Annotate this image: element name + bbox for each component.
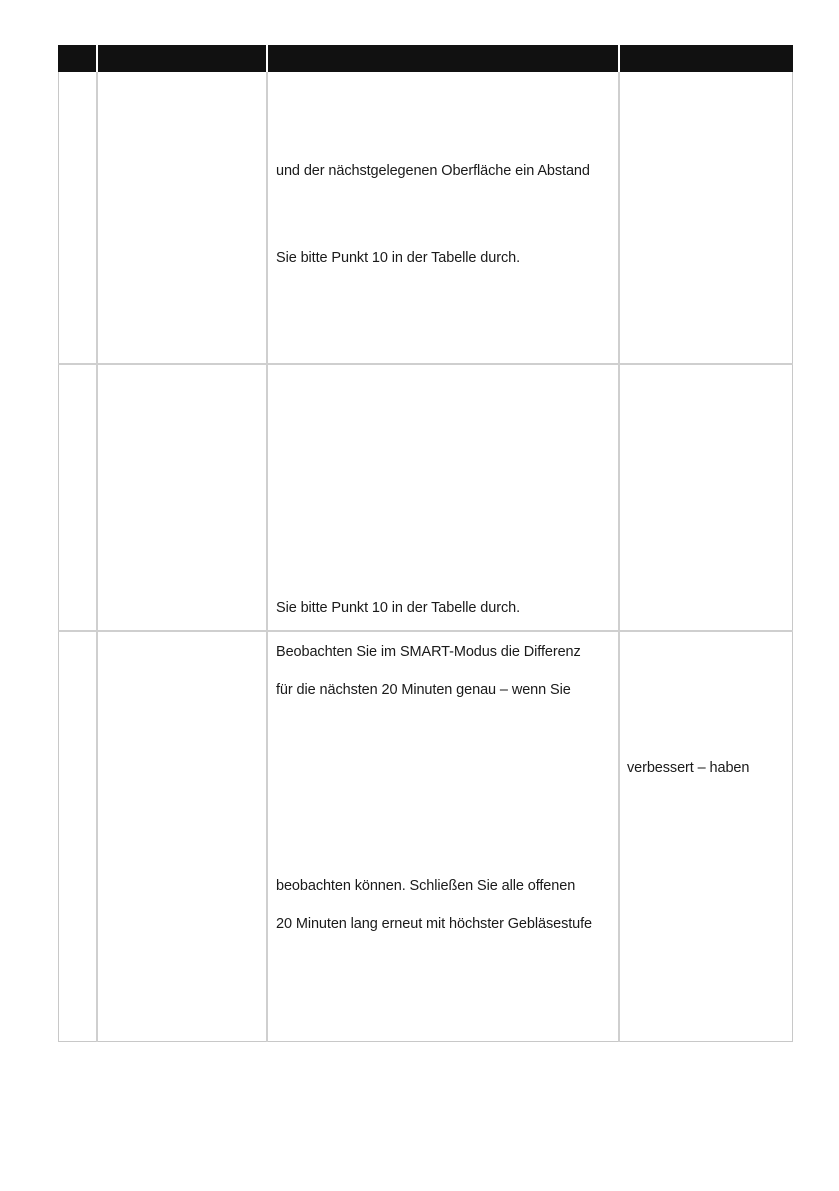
table-row-3-line-1: Beobachten Sie im SMART-Modus die Differenz	[276, 644, 581, 660]
column-divider	[618, 72, 620, 1042]
table-row-3-line-2: für die nächsten 20 Minuten genau – wenn Sie	[276, 682, 571, 698]
table-frame	[58, 72, 793, 1042]
row-divider	[58, 630, 793, 632]
table-row-1-line-1: und der nächstgelegenen Oberfläche ein Abstand	[276, 163, 590, 179]
column-divider	[96, 72, 98, 1042]
table-row-2-line-1: Sie bitte Punkt 10 in der Tabelle durch.	[276, 600, 521, 616]
table-row-3-line-4: 20 Minuten lang erneut mit höchster Gebläsestufe	[276, 916, 592, 932]
header-divider	[266, 45, 268, 72]
header-divider	[96, 45, 98, 72]
column-divider	[266, 72, 268, 1042]
table-row-1-line-2: Sie bitte Punkt 10 in der Tabelle durch.	[276, 250, 521, 266]
table-header-band	[58, 45, 793, 72]
table-row-3-line-3: beobachten können. Schließen Sie alle offenen	[276, 878, 576, 894]
table-row-3-right-cell: verbessert – haben	[627, 760, 750, 776]
header-divider	[618, 45, 620, 72]
row-divider	[58, 363, 793, 365]
